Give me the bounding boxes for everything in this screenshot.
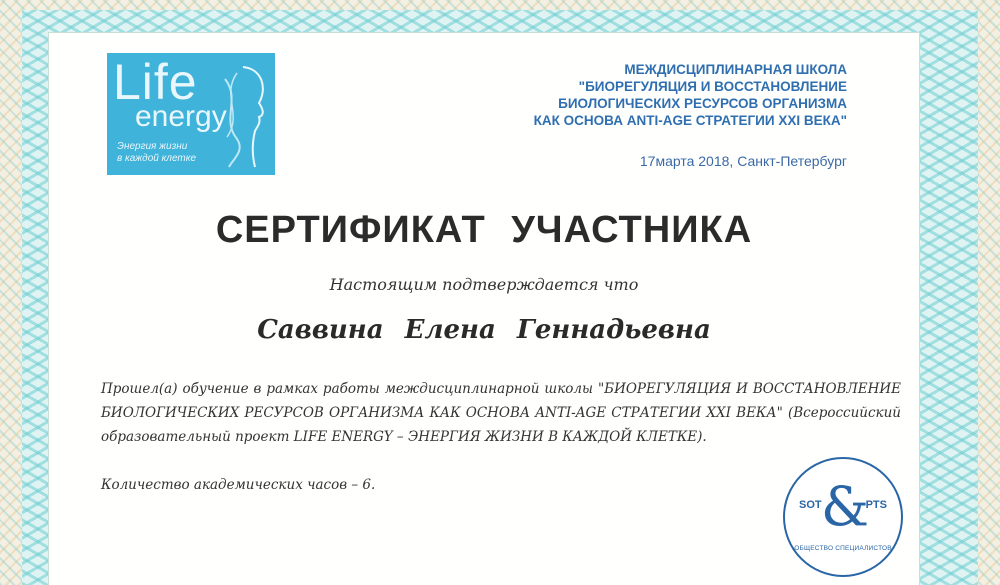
logo-tagline: [117, 141, 196, 165]
school-title-line3: БИОЛОГИЧЕСКИХ РЕСУРСОВ ОРГАНИЗМА: [558, 96, 847, 111]
woman-profile-icon: [211, 59, 271, 171]
logo-tagline-line2: в каждой клетке: [117, 153, 197, 164]
academic-hours: Количество академических часов – 6.: [101, 477, 376, 493]
society-seal-logo: [783, 457, 903, 577]
seal-pts-label: PTS: [865, 499, 887, 511]
school-title-line2: "БИОРЕГУЛЯЦИЯ И ВОССТАНОВЛЕНИЕ: [578, 79, 847, 94]
logo-tagline-line1: Энергия жизни: [117, 141, 188, 152]
logo-word-life: Life: [113, 54, 198, 110]
certificate-description: Прошел(а) обучение в рамках работы междисциплинарной школы "БИОРЕГУЛЯЦИЯ И ВОССТАНОВЛЕНИЕ БИОЛОГИЧЕСКИХ РЕСУРСОВ ОРГАНИЗМА КАК ОСНОВА ANTI-AGE СТРАТЕГИИ XXI ВЕКА" (Всероссийский образовательный проект LIFE ENERGY – ЭНЕРГИЯ ЖИЗНИ В КАЖДОЙ КЛЕТКЕ).: [101, 381, 901, 445]
certificate-title: СЕРТИФИКАТ УЧАСТНИКА: [215, 209, 753, 251]
school-title-line1: МЕЖДИСЦИПЛИНАРНАЯ ШКОЛА: [624, 62, 847, 77]
seal-society-label: ОБЩЕСТВО СПЕЦИАЛИСТОВ: [794, 545, 892, 552]
seal-sot-label: SOT: [799, 499, 822, 511]
life-energy-logo: [107, 53, 275, 175]
school-title: [427, 61, 847, 129]
certificate-body: [48, 32, 920, 585]
event-date-location: 17марта 2018, Санкт-Петербург: [639, 153, 847, 169]
logo-word-energy: energy: [135, 100, 227, 133]
school-title-line4: КАК ОСНОВА ANTI-AGE СТРАТЕГИИ XXI ВЕКА": [533, 113, 847, 128]
confirmation-text: Настоящим подтверждается что: [329, 275, 639, 294]
ampersand-icon: &: [821, 475, 870, 538]
participant-name: Саввина Елена Геннадьевна: [257, 315, 711, 345]
